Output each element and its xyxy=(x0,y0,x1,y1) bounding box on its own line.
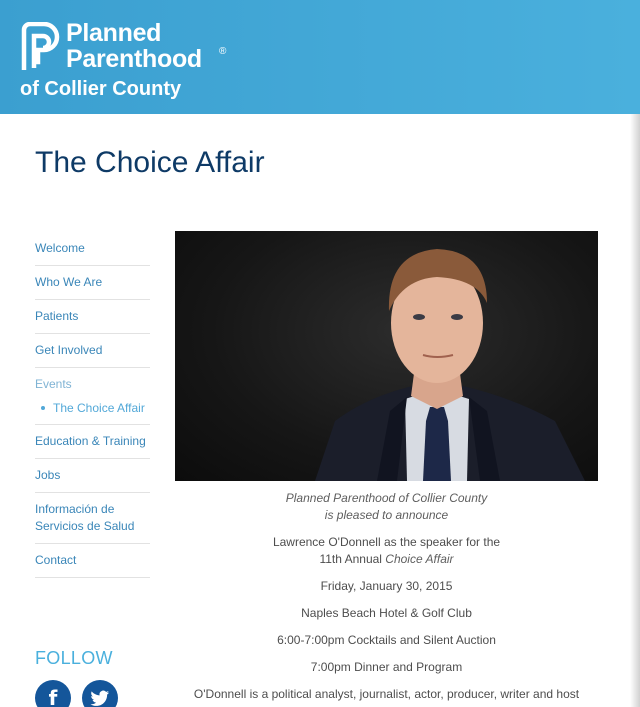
speaker-portrait-image xyxy=(175,231,598,481)
page-title: The Choice Affair xyxy=(35,146,265,179)
site-header xyxy=(0,0,640,114)
registered-mark: ® xyxy=(219,46,227,57)
announcement-annual-line xyxy=(175,551,598,568)
speaker-bio: O'Donnell is a political analyst, journalist, actor, producer, writer and host xyxy=(193,687,580,701)
sidebar-item-education-training[interactable]: Education & Training xyxy=(35,425,150,459)
sidebar-item-contact[interactable]: Contact xyxy=(35,544,150,578)
sidebar-item-informacion[interactable]: Información de Servicios de Salud xyxy=(35,493,150,544)
facebook-icon: f xyxy=(48,686,58,707)
facebook-button[interactable] xyxy=(35,680,71,707)
announcement-pleased-line: is pleased to announce xyxy=(324,508,449,522)
announcement-speaker-line: Lawrence O'Donnell as the speaker for the xyxy=(272,535,501,549)
follow-heading: FOLLOW xyxy=(35,648,113,668)
planned-parenthood-logo-icon[interactable] xyxy=(20,22,60,70)
sidebar-item-patients[interactable]: Patients xyxy=(35,300,150,334)
announcement-org-line: Planned Parenthood of Collier County xyxy=(285,491,488,505)
sidebar-subitem-the-choice-affair[interactable] xyxy=(35,395,150,425)
event-date: Friday, January 30, 2015 xyxy=(320,579,453,593)
brand-name-line1[interactable]: Planned xyxy=(66,19,162,47)
event-venue: Naples Beach Hotel & Golf Club xyxy=(301,606,472,620)
annual-prefix: 11th Annual xyxy=(319,552,386,566)
sidebar-subitem-label: The Choice Affair xyxy=(53,401,145,415)
event-cocktails: 6:00-7:00pm Cocktails and Silent Auction xyxy=(277,633,496,647)
sidebar-item-welcome[interactable]: Welcome xyxy=(35,232,150,266)
sidebar-item-events[interactable]: Events xyxy=(35,377,72,391)
sidebar-item-get-involved[interactable]: Get Involved xyxy=(35,334,150,368)
twitter-button[interactable] xyxy=(82,680,118,707)
event-dinner: 7:00pm Dinner and Program xyxy=(310,660,463,674)
bullet-icon xyxy=(41,406,45,410)
sidebar-nav xyxy=(35,232,150,578)
brand-affiliate-name[interactable]: of Collier County xyxy=(20,78,182,100)
brand-name-line2[interactable]: Parenthood xyxy=(66,45,202,73)
annual-event-name: Choice Affair xyxy=(385,552,454,566)
twitter-icon xyxy=(82,680,118,707)
sidebar-item-jobs[interactable]: Jobs xyxy=(35,459,150,493)
sidebar-item-who-we-are[interactable]: Who We Are xyxy=(35,266,150,300)
announcement-text xyxy=(175,490,598,703)
page-edge-shadow xyxy=(630,114,640,707)
speaker-photo xyxy=(175,231,598,481)
